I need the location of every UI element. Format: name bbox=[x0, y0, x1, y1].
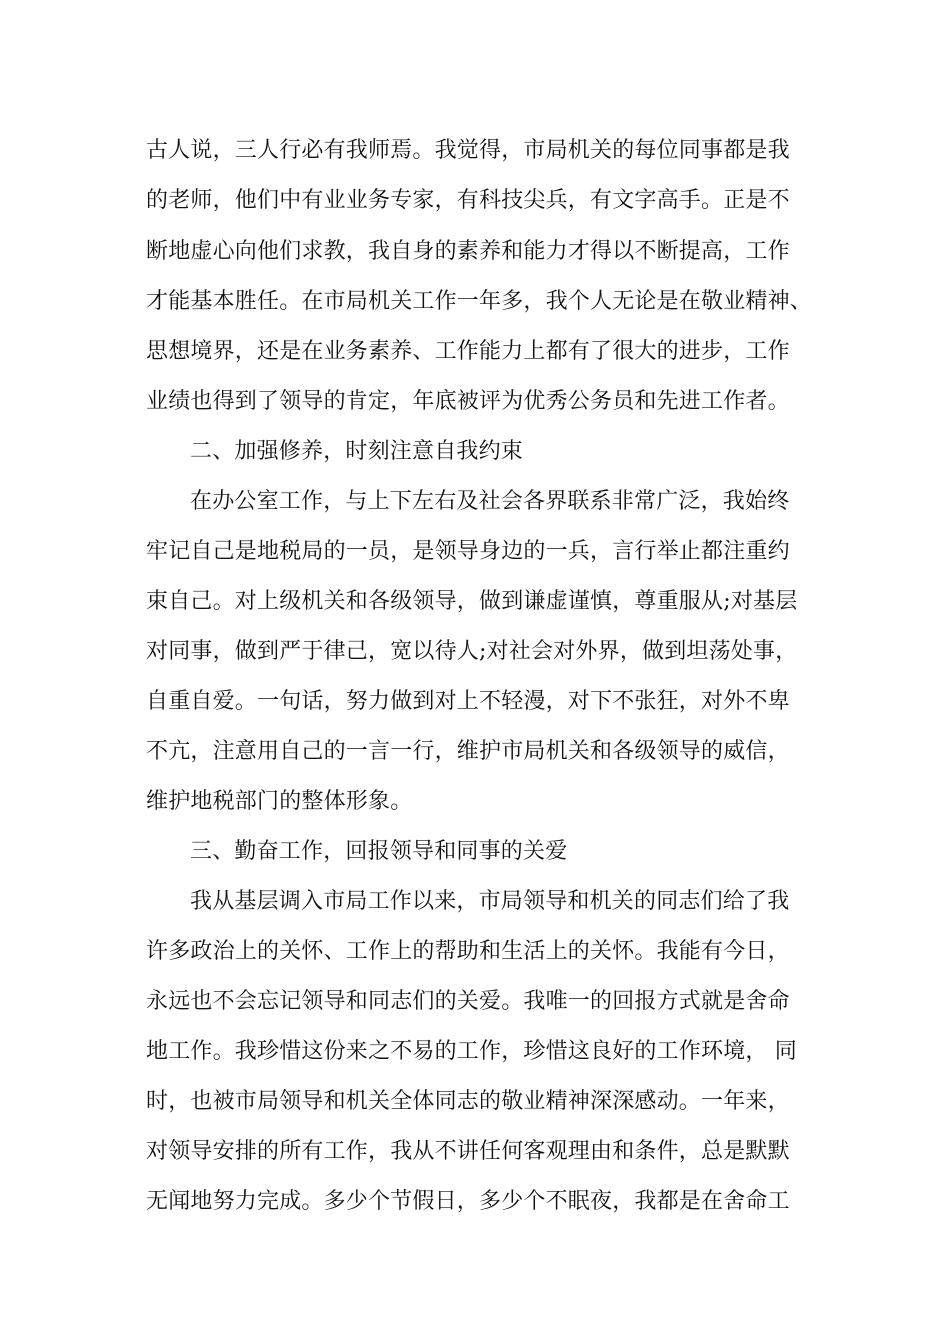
body-text-line: 永远也不会忘记领导和同志们的关爱。我唯一的回报方式就是舍命 bbox=[146, 989, 790, 1014]
body-text-line: 许多政治上的关怀、工作上的帮助和生活上的关怀。我能有今日， bbox=[146, 939, 790, 964]
body-text-line: 对同事，做到严于律己，宽以待人;对社会对外界，做到坦荡处事， bbox=[146, 639, 798, 664]
section-heading: 二、加强修养，时刻注意自我约束 bbox=[190, 439, 524, 464]
body-text-line: 地工作。我珍惜这份来之不易的工作，珍惜这良好的工作环境， 同 bbox=[146, 1039, 797, 1064]
body-text-line: 维护地税部门的整体形象。 bbox=[146, 789, 413, 814]
body-text-line: 束自己。对上级机关和各级领导，做到谦虚谨慎，尊重服从;对基层 bbox=[146, 589, 798, 614]
body-text-line: 才能基本胜任。在市局机关工作一年多，我个人无论是在敬业精神、 bbox=[146, 289, 813, 314]
body-text-line: 不亢，注意用自己的一言一行，维护市局机关和各级领导的威信， bbox=[146, 739, 790, 764]
body-text-line: 的老师，他们中有业业务专家，有科技尖兵，有文字高手。正是不 bbox=[146, 188, 790, 213]
body-text-line: 业绩也得到了领导的肯定，年底被评为优秀公务员和先进工作者。 bbox=[146, 389, 790, 414]
body-text-line: 思想境界，还是在业务素养、工作能力上都有了很大的进步，工作 bbox=[146, 339, 790, 364]
body-text-line: 无闻地努力完成。多少个节假日，多少个不眠夜，我都是在舍命工 bbox=[146, 1189, 790, 1214]
body-text-line: 对领导安排的所有工作，我从不讲任何客观理由和条件，总是默默 bbox=[146, 1139, 790, 1164]
body-text-line: 牢记自己是地税局的一员，是领导身边的一兵，言行举止都注重约 bbox=[146, 539, 790, 564]
body-text-line: 自重自爱。一句话，努力做到对上不轻漫，对下不张狂，对外不卑 bbox=[146, 689, 790, 714]
body-text-line: 我从基层调入市局工作以来，市局领导和机关的同志们给了我 bbox=[190, 889, 790, 914]
body-text-line: 时，也被市局领导和机关全体同志的敬业精神深深感动。一年来， bbox=[146, 1089, 790, 1114]
body-text-line: 断地虚心向他们求教，我自身的素养和能力才得以不断提高，工作 bbox=[146, 239, 790, 264]
section-heading: 三、勤奋工作，回报领导和同事的关爱 bbox=[190, 839, 568, 864]
body-text-line: 古人说，三人行必有我师焉。我觉得，市局机关的每位同事都是我 bbox=[146, 138, 790, 163]
body-text-line: 在办公室工作，与上下左右及社会各界联系非常广泛，我始终 bbox=[190, 489, 790, 514]
